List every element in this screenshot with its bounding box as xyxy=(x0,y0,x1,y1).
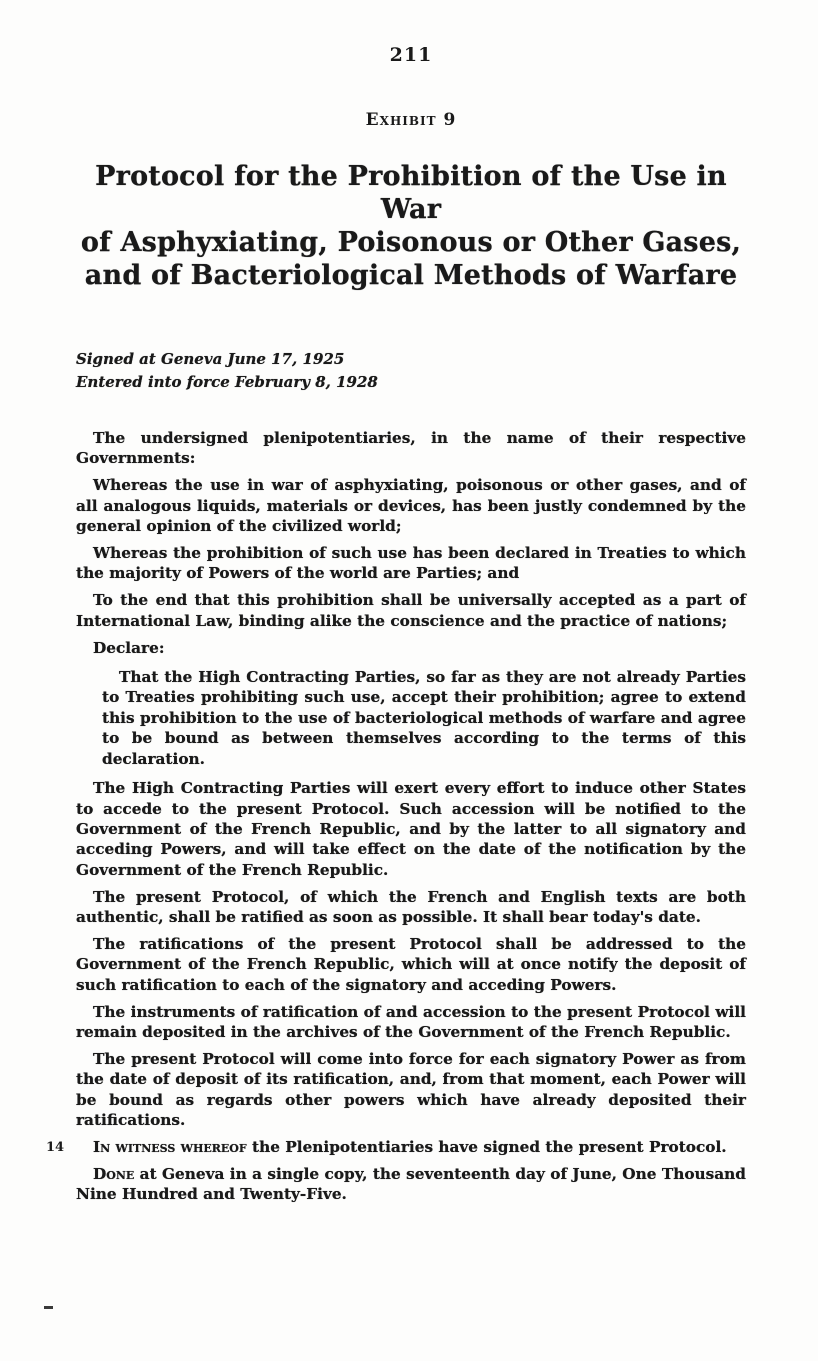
title-line-3: and of Bacteriological Methods of Warfare xyxy=(84,260,738,291)
paragraph-text: The present Protocol will come into force for each signatory Power as from the date of deposit of its ratification, and, from that moment, each Power will be bound as regards other powers which have already deposited their ratifications. xyxy=(76,1049,746,1130)
paragraph-whereas-prohibition xyxy=(76,543,746,584)
document-body xyxy=(76,428,746,1205)
signed-at-line: Signed at Geneva June 17, 1925 xyxy=(76,350,345,368)
paragraph-declaration-block xyxy=(102,667,746,769)
paragraph-text: The instruments of ratification of and accession to the present Protocol will remain deposited in the archives of the Government of the French Republic. xyxy=(76,1002,746,1042)
paragraph-text: The undersigned plenipotentiaries, in the name of their respective Governments: xyxy=(76,429,746,468)
title-line-2: of Asphyxiating, Poisonous or Other Gases, xyxy=(80,227,742,258)
paragraph-in-witness xyxy=(76,1137,746,1157)
paragraph-whereas-use xyxy=(76,475,746,536)
paragraph-text: To the end that this prohibition shall be universally accepted as a part of International Law, binding alike the conscience and the practice of nations; xyxy=(76,591,746,630)
paragraph-authentic-texts xyxy=(76,887,746,928)
page-number: 211 xyxy=(389,44,433,66)
paragraph-text: The ratifications of the present Protocol shall be addressed to the Government of the French Republic, which will at once notify the deposit of such ratification to each of the signatory and acceding Powers. xyxy=(76,934,746,994)
paragraph-text: Whereas the use in war of asphyxiating, poisonous or other gases, and of all analogous liquids, materials or devices, has been justly condemned by the general opinion of the civilized world; xyxy=(76,476,746,536)
paragraph-ratifications xyxy=(76,934,746,995)
exhibit-label: Exhibit 9 xyxy=(365,110,457,130)
paragraph-text: That the High Contracting Parties, so far as they are not already Parties to Treaties prohibiting such use, accept their prohibition; agree to extend this prohibition to the use of bacteriological methods of warfare and agree to be bound as between themselves according to the terms of this declaration. xyxy=(102,668,746,768)
paragraph-text: at Geneva in a single copy, the seventeenth day of June, One Thousand Nine Hundred and Twenty-Five. xyxy=(76,1165,746,1204)
paragraph-declare xyxy=(76,638,746,658)
small-caps-lead: Done xyxy=(93,1165,135,1183)
paragraph-undersigned xyxy=(76,428,746,469)
paragraph-come-into-force xyxy=(76,1049,746,1131)
small-caps-lead: In witness whereof xyxy=(93,1138,247,1157)
paragraph-text: The High Contracting Parties will exert every effort to induce other States to accede to the present Protocol. Such accession will be notified to the Government of the French Republic, and by the latter to all signatory and acceding Powers, and will take effect on the date of the notification by the Government of the French Republic. xyxy=(76,779,746,879)
paragraph-to-the-end xyxy=(76,590,746,631)
document-title xyxy=(76,160,746,292)
title-line-1: Protocol for the Prohibition of the Use in War xyxy=(95,161,727,225)
paragraph-text: Declare: xyxy=(93,638,165,657)
paragraph-text: The present Protocol, of which the French and English texts are both authentic, shall be ratified as soon as possible. It shall bear today's date. xyxy=(76,887,746,927)
paragraph-text: the Plenipotentiaries have signed the present Protocol. xyxy=(246,1138,727,1157)
paragraph-done-at-geneva xyxy=(76,1164,746,1205)
margin-dash-artifact xyxy=(44,1306,53,1309)
paragraph-instruments xyxy=(76,1002,746,1043)
signature-date-block xyxy=(76,348,746,394)
entered-into-force-line: Entered into force February 8, 1928 xyxy=(76,373,378,391)
paragraph-text: Whereas the prohibition of such use has been declared in Treaties to which the majority of Powers of the world are Parties; and xyxy=(76,544,746,583)
paragraph-accession xyxy=(76,778,746,880)
printers-mark: 14 xyxy=(46,1140,65,1155)
